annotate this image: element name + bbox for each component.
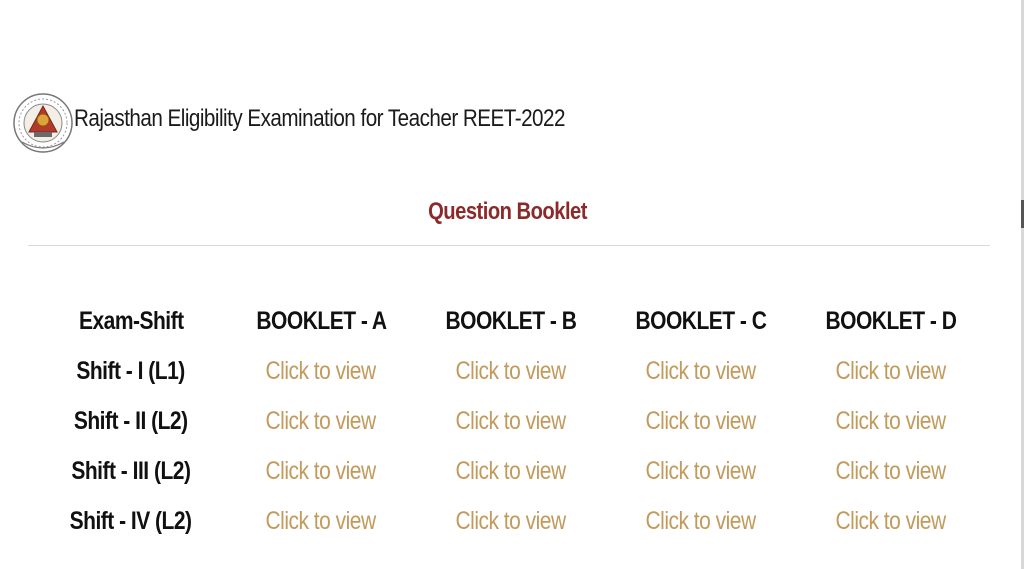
view-link-shift1-booklet-a[interactable]: Click to view	[265, 356, 377, 385]
column-header-booklet-c: BOOKLET - C	[635, 306, 767, 335]
booklet-table	[36, 296, 986, 546]
section-title	[0, 198, 1016, 226]
view-link-shift2-booklet-a[interactable]: Click to view	[265, 406, 377, 435]
view-link-shift1-booklet-b[interactable]: Click to view	[455, 356, 567, 385]
column-header-exam-shift: Exam-Shift	[78, 306, 184, 335]
shift-label: Shift - II (L2)	[74, 406, 188, 435]
view-link-shift2-booklet-c[interactable]: Click to view	[645, 406, 757, 435]
view-link-shift2-booklet-d[interactable]: Click to view	[835, 406, 947, 435]
shift-label: Shift - IV (L2)	[70, 506, 192, 535]
view-link-shift2-booklet-b[interactable]: Click to view	[455, 406, 567, 435]
table-row	[36, 446, 986, 496]
view-link-shift1-booklet-d[interactable]: Click to view	[835, 356, 947, 385]
table-row	[36, 396, 986, 446]
table-row	[36, 346, 986, 396]
column-header-booklet-a: BOOKLET - A	[255, 306, 387, 335]
section-title-text: Question Booklet	[428, 198, 588, 225]
view-link-shift4-booklet-b[interactable]: Click to view	[455, 506, 567, 535]
table-row	[36, 496, 986, 546]
site-title: Rajasthan Eligibility Examination for Teacher REET-2022	[74, 105, 565, 132]
site-header	[12, 76, 645, 170]
view-link-shift3-booklet-b[interactable]: Click to view	[455, 456, 567, 485]
view-link-shift4-booklet-c[interactable]: Click to view	[645, 506, 757, 535]
column-header-booklet-b: BOOKLET - B	[445, 306, 577, 335]
table-header-row	[36, 296, 986, 346]
shift-label: Shift - I (L1)	[76, 356, 186, 385]
shift-label: Shift - III (L2)	[71, 456, 191, 485]
view-link-shift3-booklet-a[interactable]: Click to view	[265, 456, 377, 485]
view-link-shift3-booklet-d[interactable]: Click to view	[835, 456, 947, 485]
rajasthan-govt-seal-icon	[12, 76, 74, 170]
view-link-shift3-booklet-c[interactable]: Click to view	[645, 456, 757, 485]
divider	[28, 245, 990, 246]
view-link-shift4-booklet-d[interactable]: Click to view	[835, 506, 947, 535]
view-link-shift1-booklet-c[interactable]: Click to view	[645, 356, 757, 385]
column-header-booklet-d: BOOKLET - D	[825, 306, 957, 335]
view-link-shift4-booklet-a[interactable]: Click to view	[265, 506, 377, 535]
